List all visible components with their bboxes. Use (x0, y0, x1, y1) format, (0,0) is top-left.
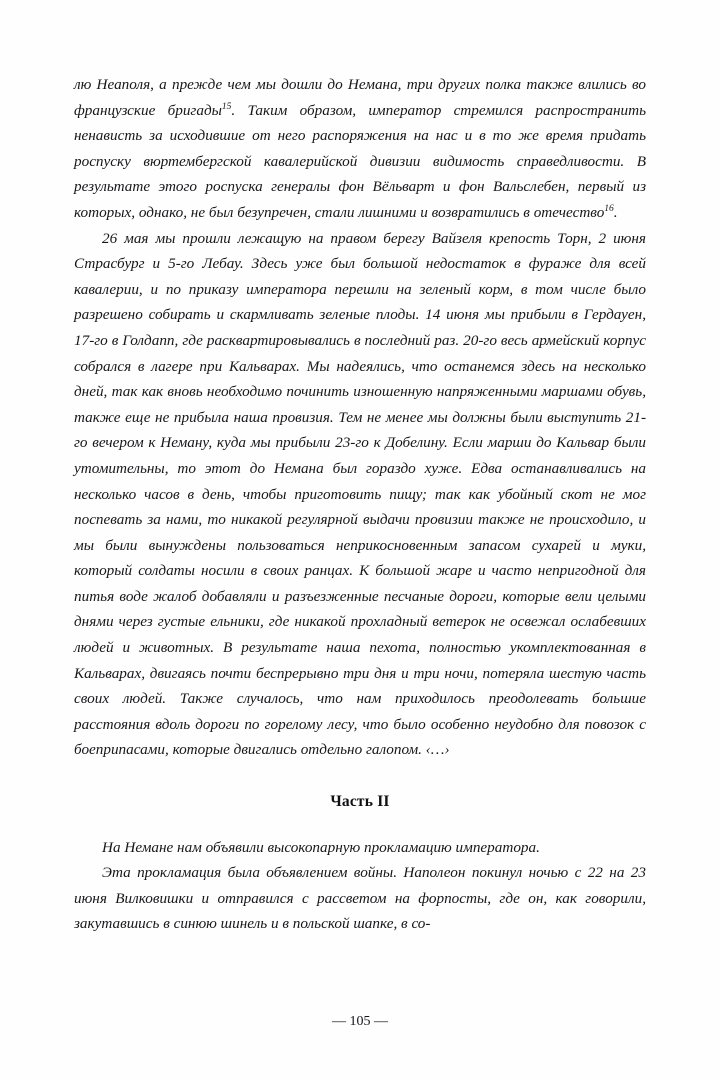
part-heading: Часть II (330, 793, 390, 811)
paragraph-1 (74, 72, 646, 226)
page-number: — 105 — (332, 1014, 388, 1029)
footnote-marker-16: 16 (604, 203, 614, 214)
paragraph-1-text-after: . Таким образом, император стремился распространить ненависть за исходившие от него распоряжения на нас и в то же время придать роспуску вюртембергской кавалерийской дивизии видимость справедливости. В результате этого роспуска генералы фон Вёльварт и фон Вальслебен, первый из которых, однако, не был безупречен, стали лишними и возвратились в отечество (74, 101, 647, 221)
paragraph-3: На Немане нам объявили высокопарную прокламацию императора. (102, 838, 540, 856)
page-body (74, 72, 646, 937)
footnote-marker-15: 15 (221, 101, 232, 112)
paragraph-4: Эта прокламация была объявлением войны. Наполеон покинул ночью с 22 на 23 июня Вилковишки и отправился с рассветом на форпосты, где он, как говорили, закутавшись в синюю шинель и в польской шапке, в со- (74, 864, 646, 933)
paragraph-1-text-before: лю Неаполя, а прежде чем мы дошли до Немана, три других полка также влились во французские бригады (74, 76, 646, 119)
paragraph-2: 26 мая мы прошли лежащую на правом берегу Вайзеля крепость Торн, 2 июня Страсбург и 5-го Лебау. Здесь уже был большой недостаток в фураже для всей кавалерии, и по приказу императора перешли на зеленый корм, в том числе было разрешено собирать и скармливать зеленые плоды. 14 июня мы прибыли в Гердауен, 17-го в Голдапп, где расквартировывались в последний раз. 20-го весь армейский корпус собрался в лагере при Кальварах. Мы надеялись, что останемся здесь на несколько дней, так как вновь необходимо починить изношенную напряженными маршами обувь, также еще не прибыла наша провизия. Тем не менее мы должны были выступить 21-го вечером к Неману, куда мы прибыли 23-го к Добелину. Если марши до Кальвар были утомительны, то этот до Немана был гораздо хуже. Едва останавливались на несколько часов в день, чтобы приготовить пищу; так как убойный скот не мог поспевать за нами, то никакой регулярной выдачи провизии также не происходило, и мы были вынуждены пользоваться неприкосновенным запасом сухарей и муки, который солдаты носили в своих ранцах. К большой жаре и часто непригодной для питья воде жалоб добавляли и разъезженные песчаные дороги, которые вели целыми днями через густые ельники, где никакой прохладный ветерок не освежал ослабевших людей и животных. В результате наша пехота, полностью укомплектованная в Кальварах, двигаясь почти беспрерывно три дня и три ночи, потеряла шестую часть своих людей. Также случалось, что нам приходилось преодолевать большие расстояния вдоль дороги по горелому лесу, что было особенно неудобно для повозок с боеприпасами, которые двигались отдельно галопом. ‹…› (74, 229, 646, 759)
paragraph-1-text-end: . (613, 203, 618, 221)
